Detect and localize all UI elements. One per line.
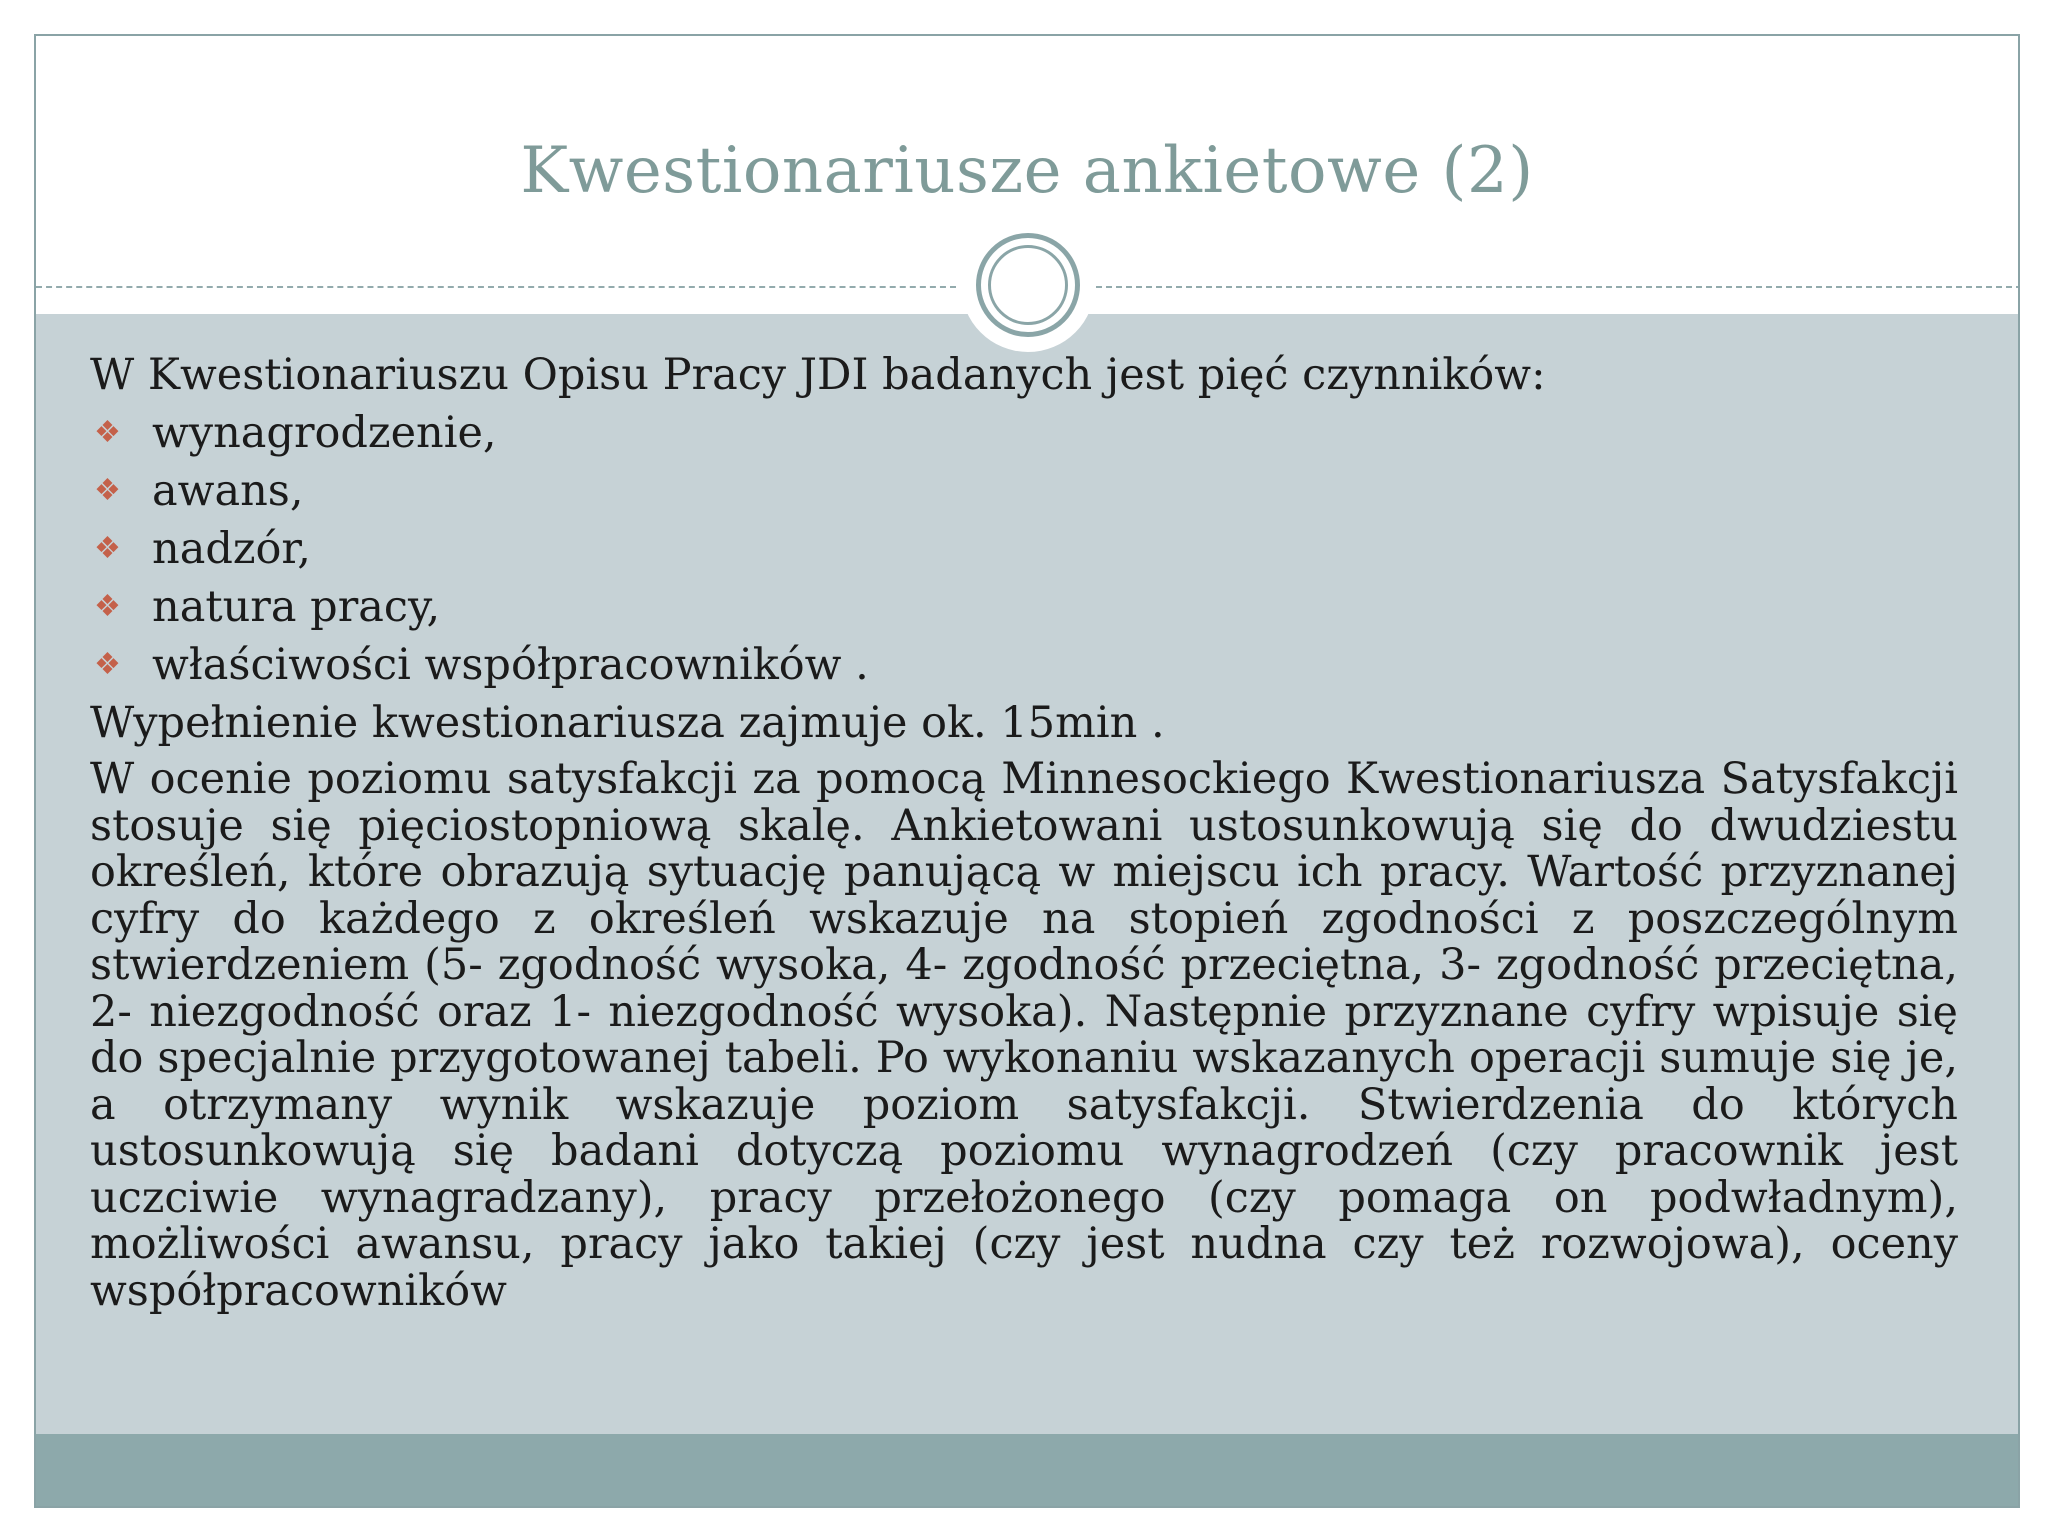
list-item-text: właściwości współpracowników .: [152, 640, 869, 690]
diamond-bullet-icon: ❖: [94, 415, 121, 450]
list-item-text: nadzór,: [152, 524, 311, 574]
list-item: [90, 636, 1958, 694]
list-item: [90, 578, 1958, 636]
diamond-bullet-icon: ❖: [94, 531, 121, 566]
diamond-bullet-icon: ❖: [94, 473, 121, 508]
intro-line: W Kwestionariuszu Opisu Pracy JDI badanych jest pięć czynników:: [90, 350, 1546, 400]
slide-title: Kwestionariusze ankietowe (2): [520, 134, 1534, 208]
list-item-text: wynagrodzenie,: [152, 408, 497, 458]
list-item-text: awans,: [152, 466, 304, 516]
body-paragraph: W ocenie poziomu satysfakcji za pomocą Minnesockiego Kwestionariusza Satysfakcji stosuje się pięciostopniową skalę. Ankietowani ustosunkowują się do dwudziestu określeń, które obrazują sytuację panującą w miejscu ich pracy. Wartość przyznanej cyfry do każdego z określeń wskazuje na stopień zgodności z poszczególnym stwierdzeniem (5- zgodność wysoka, 4- zgodność przeciętna, 3- zgodność przeciętna, 2- niezgodność oraz 1- niezgodność wysoka). Następnie przyznane cyfry wpisuje się do specjalnie przygotowanej tabeli. Po wykonaniu wskazanych operacji sumuje się je, a otrzymany wynik wskazuje poziom satysfakcji. Stwierdzenia do których ustosunkowują się badani dotyczą poziomu wynagrodzeń (czy pracownik jest uczciwie wynagradzany), pracy przełożonego (czy pomaga on podwładnym), możliwości awansu, pracy jako takiej (czy jest nudna czy też rozwojowa), oceny współpracowników: [90, 754, 1958, 1316]
footer-band: [36, 1434, 2018, 1508]
list-item-text: natura pracy,: [152, 582, 441, 632]
slide-body: [90, 346, 1958, 1314]
fill-time-line: Wypełnienie kwestionariusza zajmuje ok. 15min .: [90, 698, 1165, 748]
diamond-bullet-icon: ❖: [94, 589, 121, 624]
circle-ornament-inner-icon: [988, 245, 1068, 325]
title-divider-left: [36, 286, 956, 288]
list-item: [90, 404, 1958, 462]
list-item: [90, 462, 1958, 520]
list-item: [90, 520, 1958, 578]
diamond-bullet-icon: ❖: [94, 647, 121, 682]
title-divider-right: [1096, 286, 2020, 288]
slide: [34, 34, 2020, 1508]
